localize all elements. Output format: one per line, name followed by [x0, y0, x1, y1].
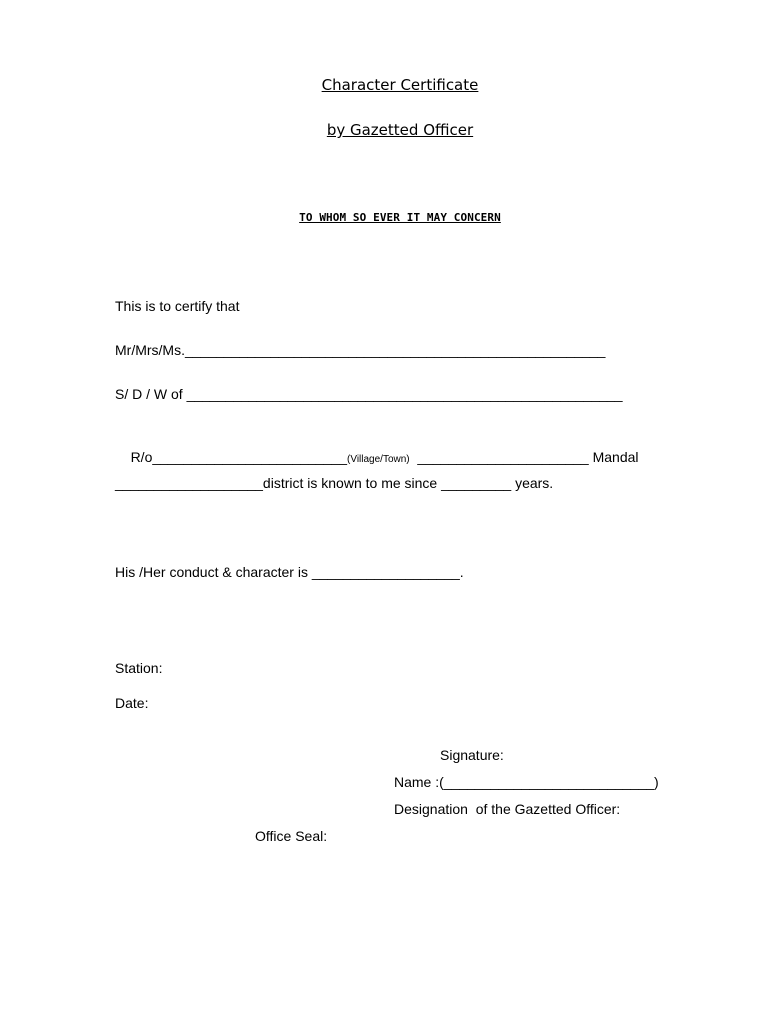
officer-name-line: Name :(___________________________)	[394, 774, 659, 790]
signature-label: Signature:	[440, 747, 504, 763]
district-field-line: ___________________district is known to me since _________ years.	[115, 475, 554, 491]
document-subtitle: by Gazetted Officer	[326, 121, 474, 139]
intro-text: This is to certify that	[115, 298, 240, 314]
name-field-line: Mr/Mrs/Ms.______________________________________________________	[115, 342, 606, 358]
station-label: Station:	[115, 660, 163, 676]
date-label: Date:	[115, 695, 149, 711]
document-title: Character Certificate	[321, 76, 479, 94]
salutation-heading: TO WHOM SO EVER IT MAY CONCERN	[299, 211, 501, 224]
office-seal-label: Office Seal:	[255, 828, 328, 844]
residence-suffix: ______________________ Mandal	[409, 449, 639, 465]
conduct-field-line: His /Her conduct & character is ___________________.	[115, 564, 464, 580]
village-town-label: (Village/Town)	[347, 454, 410, 465]
relation-field-line: S/ D / W of ________________________________________________________	[115, 386, 623, 402]
residence-prefix: R/o_________________________	[130, 449, 348, 465]
designation-label: Designation of the Gazetted Officer:	[394, 801, 621, 817]
